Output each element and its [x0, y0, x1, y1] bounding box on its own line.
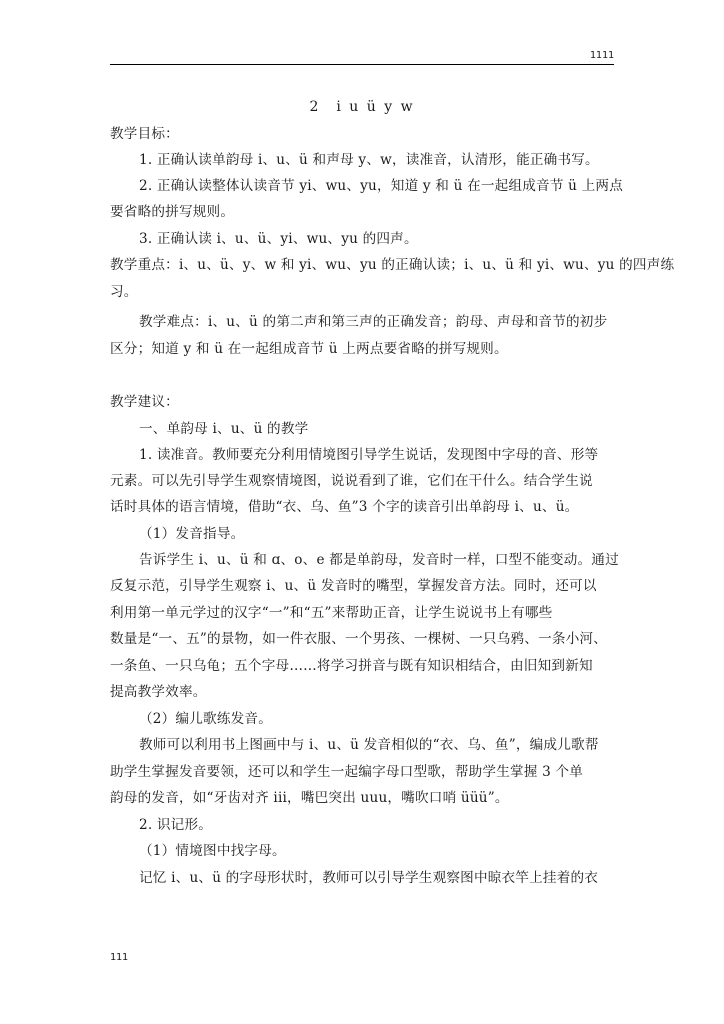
text-line: 教学建议：	[110, 394, 179, 410]
page-footer-number: 111	[110, 952, 129, 963]
text-line: （1）情境图中找字母。	[139, 843, 286, 859]
text-line: 1. 读准音。教师要充分利用情境图引导学生说话，发现图中字母的音、形等	[139, 447, 599, 463]
text-line: 要省略的拼写规则。	[110, 204, 235, 220]
text-line: 3. 正确认读 i、u、ü、yi、wu、yu 的四声。	[139, 231, 418, 247]
text-line: 1. 正确认读单韵母 i、u、ü 和声母 y、w，读准音，认清形，能正确书写。	[139, 152, 599, 168]
header-rule	[110, 64, 614, 65]
page-header-number: 1111	[589, 50, 614, 61]
text-line: 反复示范，引导学生观察 i、u、ü 发音时的嘴型，掌握发音方法。同时，还可以	[110, 578, 597, 594]
text-line: 数量是“一、五”的景物，如一件衣服、一个男孩、一棵树、一只乌鸦、一条小河、	[110, 631, 608, 647]
text-line: 习。	[110, 284, 138, 300]
text-line: 2. 正确认读整体认读音节 yi、wu、yu，知道 y 和 ü 在一起组成音节 ü 上两点	[139, 178, 624, 194]
text-line: 区分；知道 y 和 ü 在一起组成音节 ü 上两点要省略的拼写规则。	[110, 341, 508, 357]
text-line: 一、单韵母 i、u、ü 的教学	[139, 421, 309, 437]
text-line: 记忆 i、u、ü 的字母形状时，教师可以引导学生观察图中晾衣竿上挂着的衣	[139, 870, 599, 886]
text-line: 利用第一单元学过的汉字“一”和“五”来帮助正音，让学生说说书上有哪些	[110, 605, 553, 621]
text-line: 告诉学生 i、u、ü 和 ɑ、o、e 都是单韵母，发音时一样，口型不能变动。通过	[139, 552, 619, 568]
text-line: 一条鱼、一只乌龟；五个字母……将学习拼音与既有知识相结合，由旧知到新知	[110, 658, 593, 674]
text-line: 提高教学效率。	[110, 684, 207, 700]
text-line: （2）编儿歌练发音。	[139, 711, 272, 727]
text-line: 助学生掌握发音要领，还可以和学生一起编字母口型歌，帮助学生掌握 3 个单	[110, 764, 584, 780]
text-line: 话时具体的语言情境，借助“衣、乌、鱼”3 个字的读音引出单韵母 i、u、ü。	[110, 499, 579, 515]
text-line: 教师可以利用书上图画中与 i、u、ü 发音相似的“衣、乌、鱼”，编成儿歌帮	[139, 737, 599, 753]
text-line: 2. 识记形。	[139, 817, 213, 833]
lesson-title: 2 i u ü y w	[309, 99, 415, 115]
text-line: 教学难点：i、u、ü 的第二声和第三声的正确发音；韵母、声母和音节的初步	[139, 314, 608, 330]
text-line: （1）发音指导。	[139, 526, 245, 542]
text-line: 教学重点：i、u、ü、y、w 和 yi、wu、yu 的正确认读；i、u、ü 和 yi、wu、yu 的四声练	[110, 257, 675, 273]
text-line: 教学目标：	[110, 126, 179, 142]
text-line: 韵母的发音，如“牙齿对齐 iii，嘴巴突出 uuu，嘴吹口哨 üüü”。	[110, 790, 509, 806]
text-line: 元素。可以先引导学生观察情境图，说说看到了谁，它们在干什么。结合学生说	[110, 473, 593, 489]
